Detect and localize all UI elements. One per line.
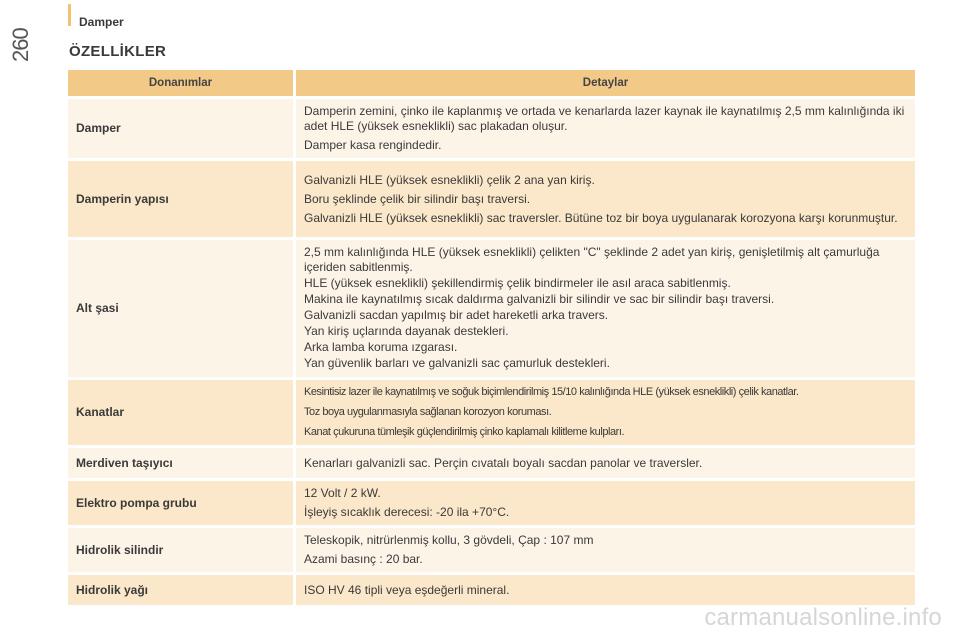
detail-line: Arka lamba koruma ızgarası. [304,340,458,354]
row-details [296,99,915,158]
row-details [296,240,915,377]
detail-line: 12 Volt / 2 kW. [304,486,381,500]
section-title: Damper [79,15,124,29]
row-label: Merdiven taşıyıcı [68,448,296,478]
detail-line: Boru şeklinde çelik bir silindir başı traversi. [304,191,531,206]
page-number: 260 [8,28,33,62]
row-label: Alt şasi [68,240,296,377]
detail-line: Galvanizli HLE (yüksek esneklikli) çelik 2 ana yan kiriş. [304,172,595,187]
table-row [68,161,915,237]
row-details [296,448,915,478]
column-header-details: Detaylar [296,70,915,96]
detail-line: Toz boya uygulanmasıyla sağlanan korozyon koruması. [304,406,552,418]
row-label: Kanatlar [68,380,296,445]
row-details [296,161,915,237]
detail-line: Azami basınç : 20 bar. [304,552,423,566]
detail-line: İşleyiş sıcaklık derecesi: -20 ila +70°C. [304,505,510,519]
detail-line: Yan kiriş uçlarında dayanak destekleri. [304,324,509,338]
specifications-table [68,67,915,608]
table-header-row [68,70,915,96]
detail-line: Yan güvenlik barları ve galvanizli sac çamurluk destekleri. [304,356,610,370]
detail-line: Damperin zemini, çinko ile kaplanmış ve ortada ve kenarlarda lazer kaynak ile kaynatılmış 2,5 mm kalınlığında iki adet HLE (yüksek esneklikli) sac plakadan oluşur. [304,104,905,133]
detail-line: 2,5 mm kalınlığında HLE (yüksek esneklikli) çelikten "C" şeklinde 2 adet yan kiriş, genişletilmiş alt çamurluğa içeriden sabitlenmiş. [304,245,880,274]
detail-line: Galvanizli sacdan yapılmış bir adet hareketli arka travers. [304,308,609,322]
row-label: Damperin yapısı [68,161,296,237]
detail-line: Teleskopik, nitrürlenmiş kollu, 3 gövdeli, Çap : 107 mm [304,533,594,547]
table-row [68,99,915,158]
detail-line: Galvanizli HLE (yüksek esneklikli) sac traversler. Bütüne toz bir boya uygulanarak korozyona karşı korunmuştur. [304,210,898,225]
table-row [68,448,915,478]
detail-line: Kesintisiz lazer ile kaynatılmış ve soğuk biçimlendirilmiş 15/10 kalınlığında HLE (yüksek esneklikli) çelik kanatlar. [304,386,799,398]
table-row [68,380,915,445]
row-label: Elektro pompa grubu [68,481,296,525]
table-row [68,481,915,525]
row-label: Damper [68,99,296,158]
detail-line: HLE (yüksek esneklikli) şekillendirmiş çelik bindirmeler ile asıl araca sabitlenmiş. [304,276,731,290]
row-details [296,481,915,525]
row-details [296,575,915,605]
watermark: carmanualsonline.info [704,604,942,631]
row-label: Hidrolik yağı [68,575,296,605]
detail-line: Kenarları galvanizli sac. Perçin cıvatalı boyalı sacdan panolar ve traversler. [304,455,703,470]
page-heading: ÖZELLİKLER [69,43,167,60]
table-row [68,528,915,572]
row-label: Hidrolik silindir [68,528,296,572]
detail-line: Kanat çukuruna tümleşik güçlendirilmiş çinko kaplamalı kilitleme kulpları. [304,426,625,438]
detail-line: ISO HV 46 tipli veya eşdeğerli mineral. [304,582,510,597]
detail-line: Makina ile kaynatılmış sıcak daldırma galvanizli bir silindir ve sac bir silindir başı traversi. [304,292,775,306]
column-header-equipment: Donanımlar [68,70,296,96]
section-accent-bar [68,4,71,26]
detail-line: Damper kasa rengindedir. [304,138,442,152]
row-details [296,380,915,445]
row-details [296,528,915,572]
table-row [68,240,915,377]
table-row [68,575,915,605]
